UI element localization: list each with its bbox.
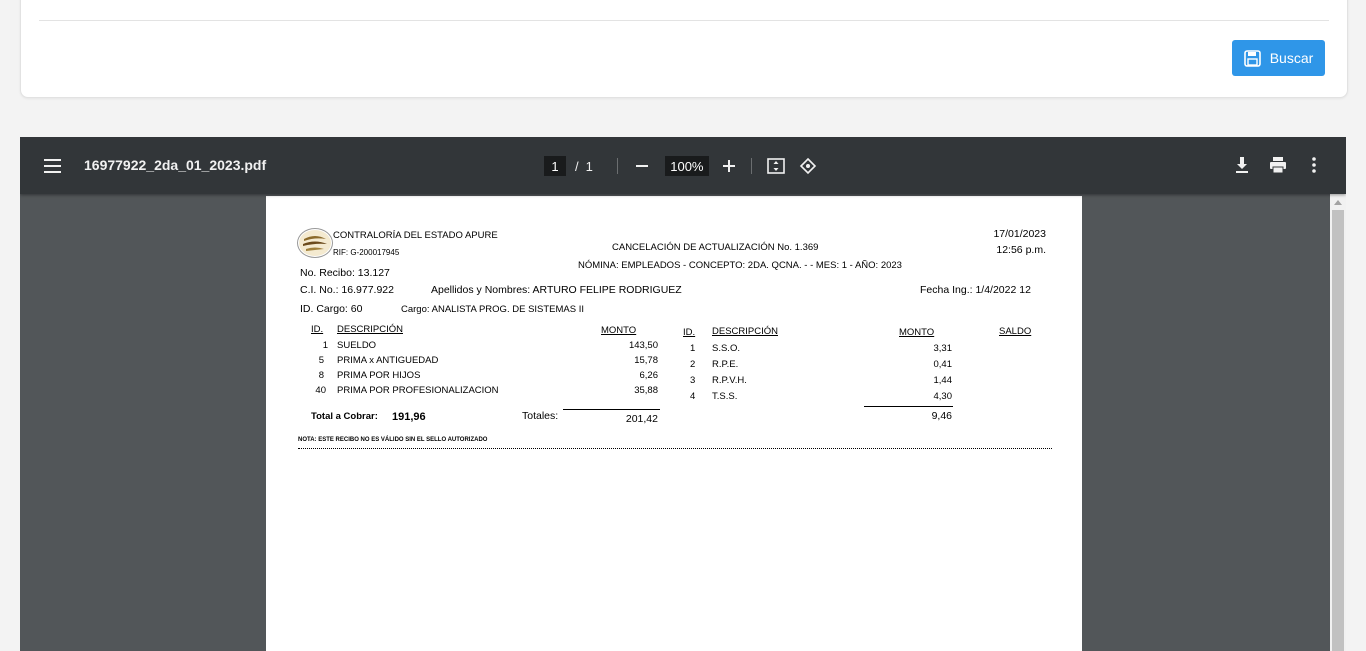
pdf-toolbar: [20, 137, 1346, 194]
rotate-icon[interactable]: [796, 154, 820, 178]
cargo: Cargo: ANALISTA PROG. DE SISTEMAS II: [401, 304, 585, 315]
pdf-filename: 16977922_2da_01_2023.pdf: [84, 157, 267, 173]
menu-icon[interactable]: [42, 156, 62, 176]
row-descripcion: SUELDO: [337, 340, 377, 351]
totals-rule: [864, 406, 953, 407]
buscar-button[interactable]: [1232, 40, 1325, 76]
asignaciones-total: 201,42: [625, 413, 658, 425]
more-options-icon[interactable]: [1302, 153, 1326, 177]
zoom-out-icon[interactable]: [630, 154, 654, 178]
download-icon[interactable]: [1230, 153, 1254, 177]
page-separator: /: [575, 158, 579, 174]
org-name: CONTRALORÍA DEL ESTADO APURE: [333, 230, 498, 241]
row-monto: 1,44: [933, 375, 952, 386]
row-descripcion: R.P.E.: [712, 359, 739, 370]
col-header-id: ID.: [683, 327, 696, 338]
row-descripcion: PRIMA POR PROFESIONALIZACION: [337, 385, 499, 396]
scroll-up-icon[interactable]: [1334, 200, 1342, 205]
recibo-number: No. Recibo: 13.127: [300, 267, 390, 279]
row-id: 8: [318, 370, 324, 381]
row-monto: 4,30: [933, 391, 952, 402]
print-icon[interactable]: [1266, 153, 1290, 177]
fecha-ingreso: Fecha Ing.: 1/4/2022 12: [920, 284, 1031, 296]
col-header-saldo: SALDO: [999, 326, 1032, 337]
org-rif: RIF: G-200017945: [333, 248, 400, 257]
page-zoom-controls: [544, 154, 820, 178]
row-id: 4: [690, 391, 696, 402]
row-monto: 3,31: [933, 343, 952, 354]
row-id: 2: [690, 359, 696, 370]
ci-number: C.I. No.: 16.977.922: [300, 284, 394, 296]
id-cargo: ID. Cargo: 60: [300, 303, 363, 315]
row-monto: 15,78: [634, 355, 658, 366]
row-descripcion: S.S.O.: [712, 343, 740, 354]
zoom-in-icon[interactable]: [717, 154, 741, 178]
dotted-separator: [298, 448, 1052, 449]
zoom-input[interactable]: 100%: [665, 156, 709, 176]
toolbar-divider: [751, 158, 752, 174]
row-id: 40: [315, 385, 326, 396]
row-descripcion: R.P.V.H.: [712, 375, 747, 386]
col-header-monto: MONTO: [601, 325, 637, 336]
total-cobrar-value: 191,96: [392, 411, 426, 423]
col-header-descripcion: DESCRIPCIÓN: [712, 326, 778, 337]
receipt-note: NOTA: ESTE RECIBO NO ES VÁLIDO SIN EL SELLO AUTORIZADO: [298, 437, 488, 443]
row-monto: 6,26: [639, 370, 658, 381]
col-header-monto: MONTO: [899, 327, 935, 338]
col-header-id: ID.: [311, 324, 324, 335]
col-header-descripcion: DESCRIPCIÓN: [337, 324, 403, 335]
row-id: 3: [690, 375, 696, 386]
page-number-input[interactable]: 1: [544, 156, 566, 176]
buscar-label: Buscar: [1269, 50, 1314, 66]
total-cobrar-label: Total a Cobrar:: [311, 411, 378, 422]
pdf-viewer: [20, 137, 1346, 651]
receipt-title: CANCELACIÓN DE ACTUALIZACIÓN No. 1.369: [612, 242, 819, 253]
total-pages: 1: [585, 158, 593, 174]
row-id: 5: [318, 355, 324, 366]
fit-page-icon[interactable]: [764, 154, 788, 178]
receipt-time: 12:56 p.m.: [996, 244, 1046, 256]
org-logo: [297, 228, 333, 258]
search-card: [20, 0, 1348, 98]
row-descripcion: PRIMA POR HIJOS: [337, 370, 421, 381]
save-icon: [1244, 50, 1261, 67]
divider: [39, 20, 1329, 21]
row-descripcion: T.S.S.: [712, 391, 738, 402]
row-monto: 35,88: [634, 385, 658, 396]
pdf-page: [266, 196, 1082, 651]
row-id: 1: [690, 343, 696, 354]
receipt-date: 17/01/2023: [993, 228, 1046, 240]
row-id: 1: [322, 340, 328, 351]
scrollbar[interactable]: [1330, 194, 1346, 651]
totals-rule: [563, 409, 660, 410]
employee-name: Apellidos y Nombres: ARTURO FELIPE RODRIGUEZ: [431, 284, 682, 296]
row-descripcion: PRIMA x ANTIGUEDAD: [337, 355, 439, 366]
row-monto: 0,41: [933, 359, 952, 370]
deducciones-total: 9,46: [931, 410, 952, 422]
row-monto: 143,50: [628, 340, 658, 351]
scrollbar-thumb[interactable]: [1332, 210, 1344, 651]
toolbar-divider: [617, 158, 618, 174]
totales-label: Totales:: [522, 410, 559, 422]
receipt-subtitle: NÓMINA: EMPLEADOS - CONCEPTO: 2DA. QCNA. - - MES: 1 - AÑO: 2023: [578, 260, 902, 271]
